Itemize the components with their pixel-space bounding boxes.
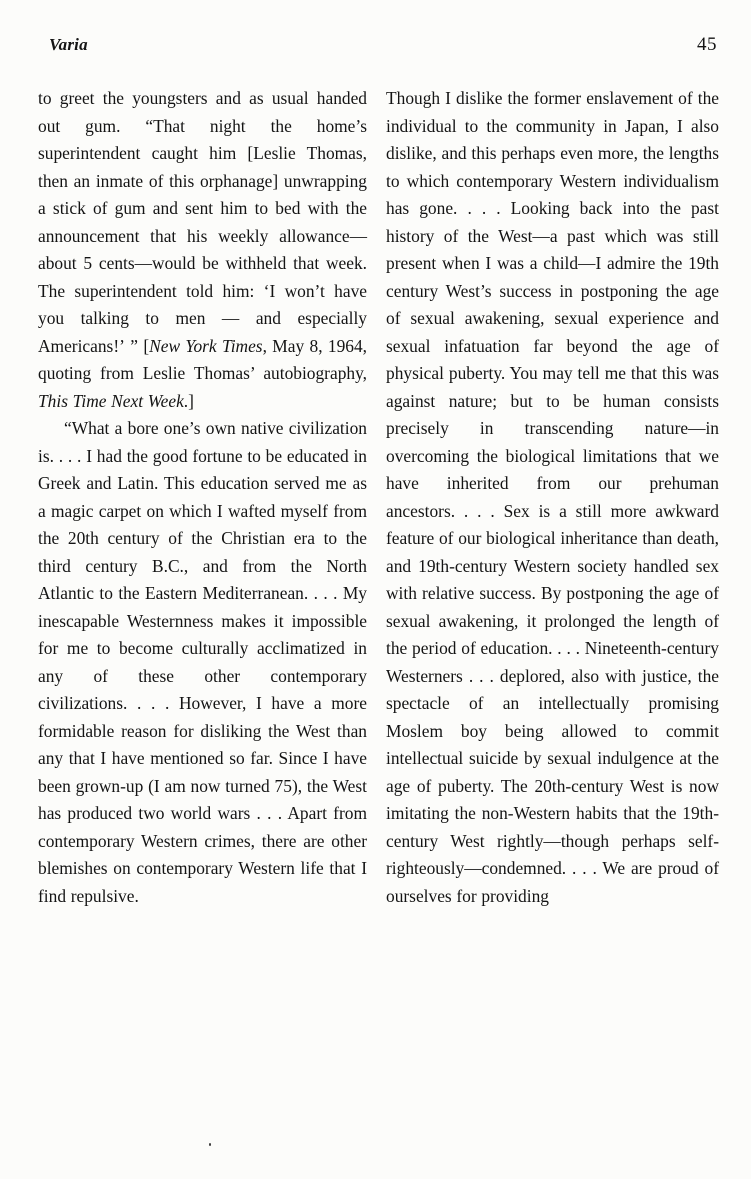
paragraph	[38, 415, 367, 910]
body-text: .]	[183, 390, 194, 411]
italic-text: This Time Next Week	[38, 390, 184, 411]
page-number: 45	[697, 34, 717, 55]
column-right	[386, 85, 719, 910]
paragraph	[386, 85, 719, 910]
body-text: Though I dislike the former enslavement of the individual to the community in Japan, I also dislike, and this perhaps even more, the lengths to which contemporary Western individualism has gone. . . . Looking back into the past history of the West—a past which was still present when I was a child—I admire the 19th century West’s success in postponing the age of sexual awakening, sexual experience and sexual infatuation far beyond the age of physical puberty. You may tell me that this was against nature; but to be human consists precisely in transcending nature—in overcoming the biological limitations that we have inherited from our prehuman ancestors. . . . Sex is a still more awkward feature of our biological inheritance than death, and 19th-century Western society handled sex with relative success. By postponing the age of sexual awakening, it prolonged the length of the period of education. . . . Nineteenth-century Westerners . . . deplored, also with justice, the spectacle of an intellectually promising Moslem boy being allowed to commit intellectual suicide by sexual indulgence at the age of puberty. The 20th-century West is now imitating the non-Western habits that the 19th-century West rightly—though perhaps self-righteously—condemned. . . . We are proud of ourselves for providing	[386, 88, 719, 906]
paragraph	[38, 85, 367, 415]
column-left	[38, 85, 367, 910]
running-title: Varia	[49, 35, 88, 54]
text-columns	[38, 85, 719, 910]
body-text: to greet the youngsters and as usual handed out gum. “That night the home’s superintendent caught him [Leslie Thomas, then an inmate of this orphanage] unwrapping a stick of gum and sent him to bed with the announcement that his weekly allowance—about 5 cents—would be withheld that week. The superintendent told him: ‘I won’t have you talking to men — and especially Americans!’ ” [	[38, 88, 367, 356]
scan-speck-artifact	[209, 1143, 211, 1146]
body-text: “What a bore one’s own native civilization is. . . . I had the good fortune to be educated in Greek and Latin. This education served me as a magic carpet on which I wafted myself from the 20th century of the Christian era to the third century B.C., and from the North Atlantic to the Eastern Mediterranean. . . . My inescapable Westernness makes it impossible for me to become culturally acclimatized in any of these other contemporary civilizations. . . . However, I have a more formidable reason for disliking the West than any that I have mentioned so far. Since I have been grown-up (I am now turned 75), the West has produced two world wars . . . Apart from contemporary Western crimes, there are other blemishes on contemporary Western life that I find repulsive.	[38, 418, 367, 906]
italic-text: New York Times	[149, 335, 263, 356]
page-header	[49, 34, 717, 56]
body-text: , May 8, 1964, quoting from Leslie Thomas’ autobiography,	[38, 335, 368, 383]
